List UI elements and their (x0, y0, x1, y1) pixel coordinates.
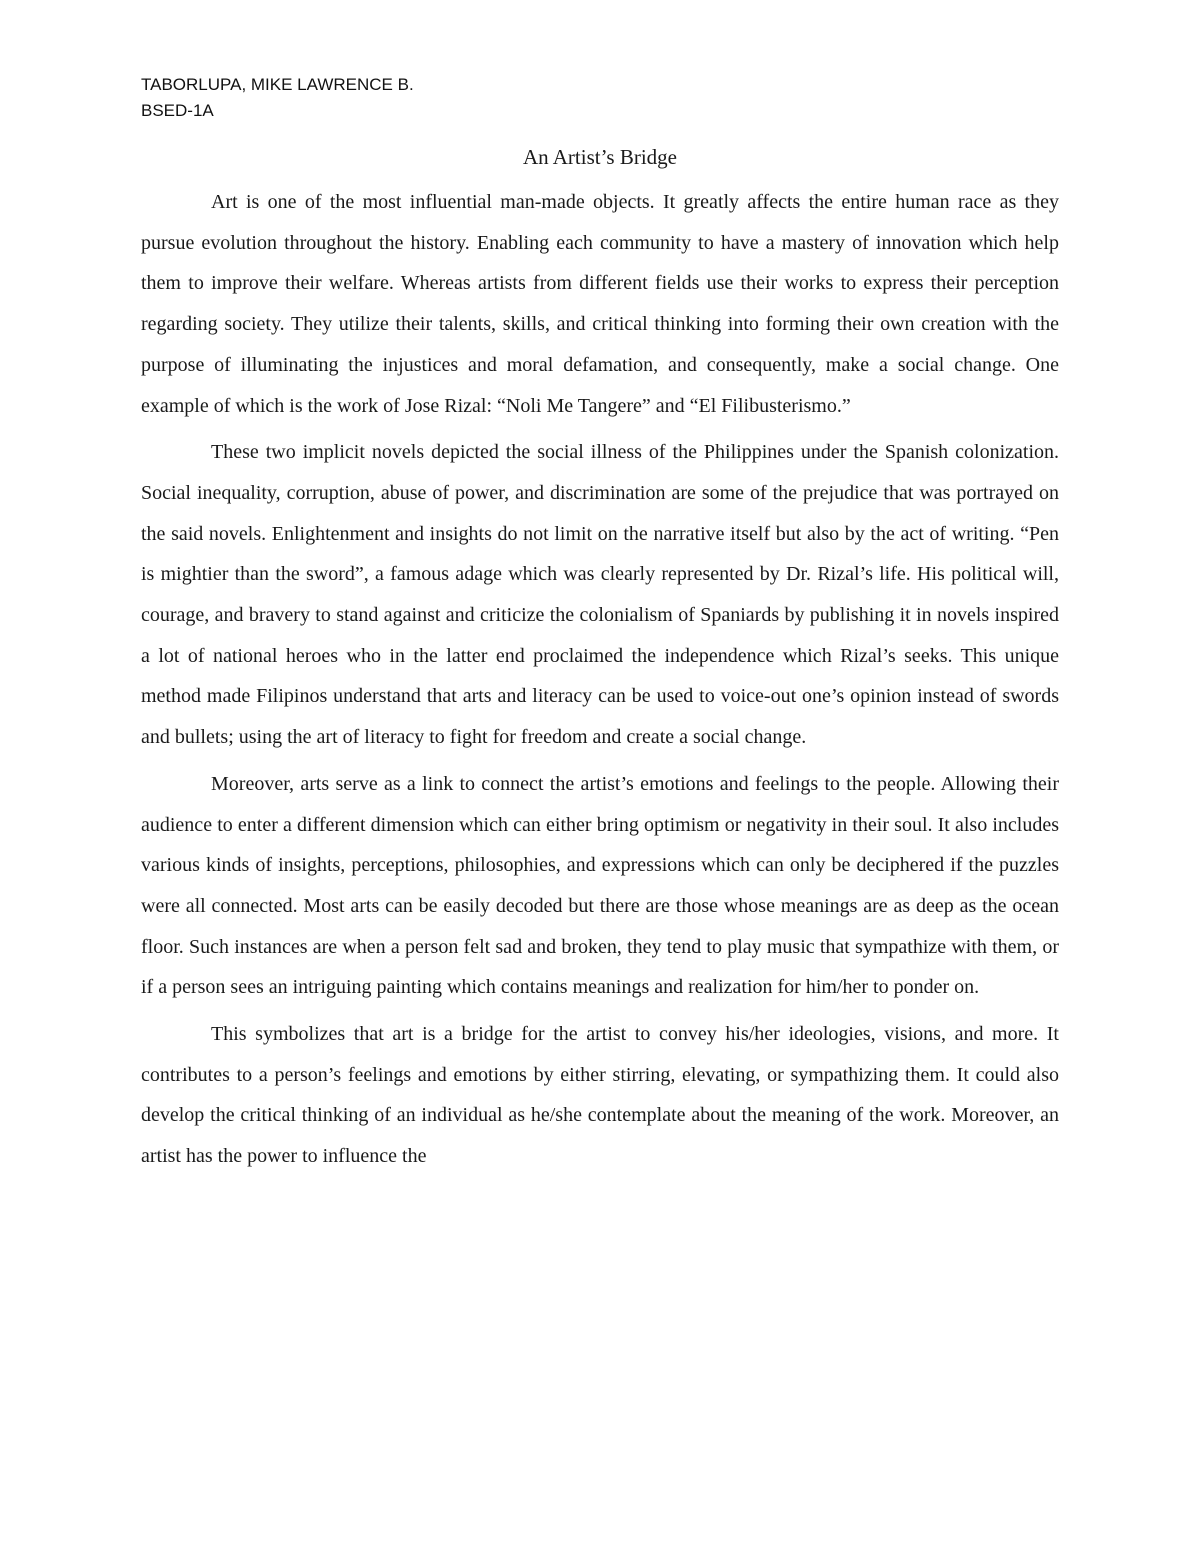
author-name: TABORLUPA, MIKE LAWRENCE B. (141, 75, 414, 94)
document-body (141, 182, 1059, 1183)
paragraph-4: This symbolizes that art is a bridge for the artist to convey his/her ideologies, visions, and more. It contributes to a person’s feelings and emotions by either stirring, elevating, or sympathizing them. It could also develop the critical thinking of an individual as he/she contemplate about the meaning of the work. Moreover, an artist has the power to influence the (141, 1023, 1059, 1168)
paragraph-2: These two implicit novels depicted the social illness of the Philippines under the Spanish colonization. Social inequality, corruption, abuse of power, and discrimination are some of the prejudice that was portrayed on the said novels. Enlightenment and insights do not limit on the narrative itself but also by the act of writing. “Pen is mightier than the sword”, a famous adage which was clearly represented by Dr. Rizal’s life. His political will, courage, and bravery to stand against and criticize the colonialism of Spaniards by publishing it in novels inspired a lot of national heroes who in the latter end proclaimed the independence which Rizal’s seeks. This unique method made Filipinos understand that arts and literacy can be used to voice-out one’s opinion instead of swords and bullets; using the art of literacy to fight for freedom and create a social change. (141, 441, 1059, 749)
paragraph-3: Moreover, arts serve as a link to connect the artist’s emotions and feelings to the people. Allowing their audience to enter a different dimension which can either bring optimism or negativity in their soul. It also includes various kinds of insights, perceptions, philosophies, and expressions which can only be deciphered if the puzzles were all connected. Most arts can be easily decoded but there are those whose meanings are as deep as the ocean floor. Such instances are when a person felt sad and broken, they tend to play music that sympathize with them, or if a person sees an intriguing painting which contains meanings and realization for him/her to ponder on. (141, 772, 1059, 999)
author-header (141, 72, 414, 124)
paragraph-1: Art is one of the most influential man-made objects. It greatly affects the entire human race as they pursue evolution throughout the history. Enabling each community to have a mastery of innovation which help them to improve their welfare. Whereas artists from different fields use their works to express their perception regarding society. They utilize their talents, skills, and critical thinking into forming their own creation with the purpose of illuminating the injustices and moral defamation, and consequently, make a social change. One example of which is the work of Jose Rizal: “Noli Me Tangere” and “El Filibusterismo.” (141, 191, 1059, 417)
document-title: An Artist’s Bridge (522, 145, 677, 169)
author-section: BSED-1A (141, 101, 214, 120)
